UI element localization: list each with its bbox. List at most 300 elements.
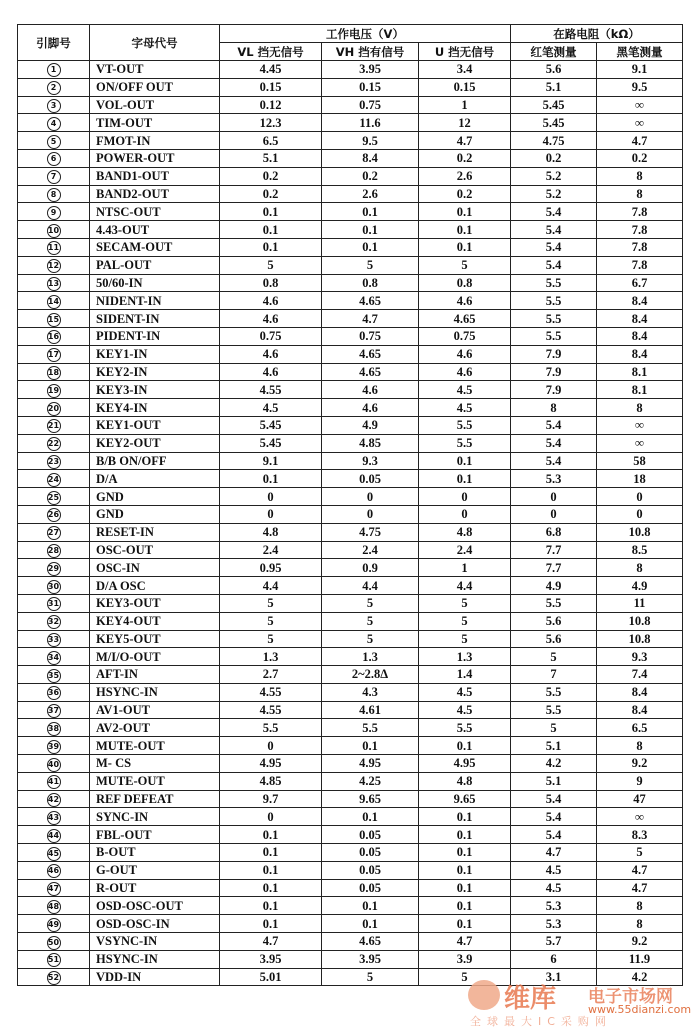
vh-voltage: 0.1 [322,203,419,221]
table-row [18,274,683,292]
red-resistance: 5.4 [511,826,597,844]
pin-number [18,381,90,399]
pin-number [18,950,90,968]
red-resistance: 5.5 [511,594,597,612]
u-voltage: 0.1 [419,826,511,844]
vh-voltage: 1.3 [322,648,419,666]
header-symbol: 字母代号 [90,25,220,61]
vh-voltage: 4.6 [322,381,419,399]
vl-voltage: 5.45 [220,434,322,452]
black-resistance: 8.3 [597,826,683,844]
pin-number [18,416,90,434]
black-resistance: 8.1 [597,363,683,381]
pin-number-circle: 30 [47,580,61,594]
u-voltage: 5.5 [419,434,511,452]
u-voltage: 5 [419,968,511,986]
vl-voltage: 0.1 [220,826,322,844]
u-voltage: 1.3 [419,648,511,666]
pin-symbol: 4.43-OUT [90,221,220,239]
pin-number [18,345,90,363]
header-resistance-group: 在路电阻（kΩ） [511,25,683,43]
table-row [18,149,683,167]
pin-symbol: ON/OFF OUT [90,78,220,96]
u-voltage: 4.7 [419,933,511,951]
vl-voltage: 4.55 [220,683,322,701]
red-resistance: 7.9 [511,345,597,363]
vl-voltage: 4.95 [220,755,322,773]
vl-voltage: 0.1 [220,915,322,933]
vh-voltage: 4.95 [322,755,419,773]
table-row [18,612,683,630]
pin-number-circle: 49 [47,918,61,932]
pin-number-circle: 35 [47,669,61,683]
red-resistance: 5.5 [511,683,597,701]
pin-number [18,844,90,862]
vh-voltage: 4.6 [322,399,419,417]
pin-number [18,683,90,701]
pin-symbol: M- CS [90,755,220,773]
pin-number-circle: 6 [47,152,61,166]
table-row [18,381,683,399]
vl-voltage: 5.01 [220,968,322,986]
table-row [18,541,683,559]
u-voltage: 0.1 [419,808,511,826]
red-resistance: 5.1 [511,78,597,96]
pin-symbol: SYNC-IN [90,808,220,826]
u-voltage: 0.8 [419,274,511,292]
table-row [18,488,683,506]
u-voltage: 0.1 [419,861,511,879]
u-voltage: 0.1 [419,470,511,488]
vl-voltage: 0.1 [220,879,322,897]
red-resistance: 5 [511,648,597,666]
pin-symbol: OSD-OSC-IN [90,915,220,933]
black-resistance: 10.8 [597,523,683,541]
u-voltage: 1 [419,96,511,114]
u-voltage: 0.1 [419,844,511,862]
u-voltage: 12 [419,114,511,132]
pin-number [18,256,90,274]
pin-number-circle: 42 [47,793,61,807]
table-row [18,772,683,790]
pin-symbol: KEY2-OUT [90,434,220,452]
table-body [18,61,683,986]
pin-number [18,666,90,684]
table-row [18,256,683,274]
pin-number [18,861,90,879]
black-resistance: 8.4 [597,345,683,363]
vl-voltage: 0 [220,737,322,755]
red-resistance: 7.7 [511,559,597,577]
table-row [18,666,683,684]
vh-voltage: 0.05 [322,826,419,844]
vl-voltage: 0.75 [220,327,322,345]
table-row [18,132,683,150]
pin-number-circle: 2 [47,81,61,95]
vh-voltage: 3.95 [322,950,419,968]
vl-voltage: 5 [220,594,322,612]
pin-symbol: REF DEFEAT [90,790,220,808]
black-resistance: 8 [597,897,683,915]
vh-voltage: 11.6 [322,114,419,132]
pin-symbol: OSD-OSC-OUT [90,897,220,915]
vl-voltage: 5 [220,630,322,648]
u-voltage: 0.1 [419,452,511,470]
u-voltage: 0.1 [419,915,511,933]
header-pin: 引脚号 [18,25,90,61]
pin-number [18,61,90,79]
red-resistance: 4.5 [511,861,597,879]
pin-number [18,185,90,203]
black-resistance: 4.7 [597,861,683,879]
vh-voltage: 4.65 [322,292,419,310]
vh-voltage: 4.65 [322,345,419,363]
pin-number-circle: 13 [47,277,61,291]
pin-symbol: PIDENT-IN [90,327,220,345]
red-resistance: 5.2 [511,185,597,203]
red-resistance: 7.7 [511,541,597,559]
pin-symbol: R-OUT [90,879,220,897]
table-row [18,790,683,808]
pin-symbol: B/B ON/OFF [90,452,220,470]
vl-voltage: 4.6 [220,363,322,381]
red-resistance: 4.5 [511,879,597,897]
red-resistance: 3.1 [511,968,597,986]
red-resistance: 5.4 [511,790,597,808]
u-voltage: 0.2 [419,185,511,203]
black-resistance: 8.4 [597,310,683,328]
pin-number [18,612,90,630]
black-resistance: 9.1 [597,61,683,79]
red-resistance: 5.6 [511,630,597,648]
pin-symbol: BAND1-OUT [90,167,220,185]
table-row [18,167,683,185]
vl-voltage: 0.15 [220,78,322,96]
table-row [18,594,683,612]
black-resistance: ∞ [597,114,683,132]
vh-voltage: 9.3 [322,452,419,470]
black-resistance: 6.7 [597,274,683,292]
vh-voltage: 0.1 [322,737,419,755]
black-resistance: 9.5 [597,78,683,96]
black-resistance: 8.4 [597,292,683,310]
red-resistance: 5.4 [511,256,597,274]
table-row [18,559,683,577]
pin-number-circle: 8 [47,188,61,202]
table-row [18,808,683,826]
pin-symbol: MUTE-OUT [90,772,220,790]
black-resistance: 8.5 [597,541,683,559]
u-voltage: 4.4 [419,577,511,595]
black-resistance: 8.4 [597,701,683,719]
pin-number-circle: 41 [47,775,61,789]
pin-symbol: RESET-IN [90,523,220,541]
black-resistance: 9.2 [597,933,683,951]
u-voltage: 4.65 [419,310,511,328]
vh-voltage: 4.75 [322,523,419,541]
vh-voltage: 2.6 [322,185,419,203]
pin-number-circle: 33 [47,633,61,647]
u-voltage: 5.5 [419,416,511,434]
vl-voltage: 4.45 [220,61,322,79]
pin-number-circle: 10 [47,224,61,238]
pin-symbol: NIDENT-IN [90,292,220,310]
watermark-site: 电子市场网 [588,987,673,1007]
table-row [18,915,683,933]
vl-voltage: 5.5 [220,719,322,737]
vh-voltage: 0.1 [322,897,419,915]
u-voltage: 5 [419,594,511,612]
vl-voltage: 0.2 [220,185,322,203]
table-row [18,416,683,434]
table-row [18,452,683,470]
red-resistance: 5.4 [511,416,597,434]
black-resistance: 8 [597,737,683,755]
pin-symbol: VSYNC-IN [90,933,220,951]
vh-voltage: 4.9 [322,416,419,434]
black-resistance: 8 [597,185,683,203]
red-resistance: 5.3 [511,915,597,933]
pin-number [18,310,90,328]
red-resistance: 5.5 [511,327,597,345]
u-voltage: 4.6 [419,292,511,310]
vh-voltage: 5 [322,612,419,630]
pin-number-circle: 24 [47,473,61,487]
pin-symbol: VDD-IN [90,968,220,986]
vl-voltage: 0.1 [220,897,322,915]
vl-voltage: 4.4 [220,577,322,595]
u-voltage: 3.4 [419,61,511,79]
u-voltage: 4.5 [419,399,511,417]
vl-voltage: 12.3 [220,114,322,132]
u-voltage: 0.1 [419,879,511,897]
table-row [18,719,683,737]
pin-symbol: GND [90,488,220,506]
black-resistance: ∞ [597,434,683,452]
table-row [18,292,683,310]
table-row [18,933,683,951]
vl-voltage: 4.55 [220,701,322,719]
red-resistance: 4.75 [511,132,597,150]
pin-number-circle: 25 [47,491,61,505]
u-voltage: 5 [419,630,511,648]
watermark-url: www.55dianzi.com [588,1003,692,1016]
pin-number [18,274,90,292]
pin-symbol: KEY5-OUT [90,630,220,648]
pin-number [18,897,90,915]
u-voltage: 0.75 [419,327,511,345]
red-resistance: 5.1 [511,772,597,790]
black-resistance: 58 [597,452,683,470]
pin-number [18,648,90,666]
black-resistance: 7.8 [597,221,683,239]
pin-number-circle: 9 [47,206,61,220]
pin-number [18,879,90,897]
black-resistance: 6.5 [597,719,683,737]
pin-number-circle: 23 [47,455,61,469]
pin-number [18,203,90,221]
vl-voltage: 0 [220,505,322,523]
pin-number [18,221,90,239]
pin-symbol: KEY1-OUT [90,416,220,434]
red-resistance: 5.4 [511,808,597,826]
red-resistance: 5.1 [511,737,597,755]
table-row [18,648,683,666]
pin-number [18,541,90,559]
vl-voltage: 0.1 [220,470,322,488]
pin-number-circle: 45 [47,847,61,861]
pin-symbol: AV2-OUT [90,719,220,737]
watermark-logo-icon [468,980,500,1010]
pin-number-circle: 40 [47,758,61,772]
pin-number-circle: 11 [47,241,61,255]
table-row [18,861,683,879]
pin-symbol: B-OUT [90,844,220,862]
pin-number-circle: 34 [47,651,61,665]
vh-voltage: 2~2.8Δ [322,666,419,684]
pin-number-circle: 5 [47,135,61,149]
black-resistance: 0.2 [597,149,683,167]
u-voltage: 4.7 [419,132,511,150]
pin-number-circle: 18 [47,366,61,380]
table-row [18,61,683,79]
vh-voltage: 0 [322,488,419,506]
vl-voltage: 0.12 [220,96,322,114]
table-row [18,78,683,96]
vl-voltage: 4.8 [220,523,322,541]
u-voltage: 2.6 [419,167,511,185]
black-resistance: 0 [597,505,683,523]
black-resistance: 7.8 [597,203,683,221]
u-voltage: 0.1 [419,238,511,256]
table-row [18,630,683,648]
vh-voltage: 0.05 [322,879,419,897]
pin-number-circle: 17 [47,348,61,362]
black-resistance: 8 [597,559,683,577]
black-resistance: 5 [597,844,683,862]
red-resistance: 0 [511,488,597,506]
red-resistance: 5.7 [511,933,597,951]
red-resistance: 4.9 [511,577,597,595]
red-resistance: 7.9 [511,363,597,381]
vh-voltage: 5.5 [322,719,419,737]
pin-number-circle: 47 [47,882,61,896]
pin-number-circle: 26 [47,508,61,522]
u-voltage: 1.4 [419,666,511,684]
vh-voltage: 4.7 [322,310,419,328]
vl-voltage: 0.1 [220,861,322,879]
pin-number-circle: 32 [47,615,61,629]
header-black: 黑笔测量 [597,43,683,61]
red-resistance: 5.5 [511,292,597,310]
pin-number [18,826,90,844]
pin-number [18,933,90,951]
pin-number [18,915,90,933]
black-resistance: 9 [597,772,683,790]
pin-number [18,434,90,452]
pin-number [18,96,90,114]
vl-voltage: 9.1 [220,452,322,470]
pin-number [18,968,90,986]
pin-symbol: GND [90,505,220,523]
vl-voltage: 2.4 [220,541,322,559]
vl-voltage: 0.1 [220,844,322,862]
vh-voltage: 4.65 [322,363,419,381]
vh-voltage: 0.1 [322,238,419,256]
pin-number-circle: 16 [47,330,61,344]
vh-voltage: 5 [322,968,419,986]
black-resistance: ∞ [597,808,683,826]
u-voltage: 2.4 [419,541,511,559]
black-resistance: 9.3 [597,648,683,666]
vh-voltage: 2.4 [322,541,419,559]
vh-voltage: 0.05 [322,844,419,862]
pin-symbol: BAND2-OUT [90,185,220,203]
pin-number [18,167,90,185]
black-resistance: 11 [597,594,683,612]
u-voltage: 0 [419,505,511,523]
pin-number [18,559,90,577]
table-row [18,399,683,417]
black-resistance: ∞ [597,416,683,434]
pin-symbol: 50/60-IN [90,274,220,292]
vl-voltage: 0.1 [220,203,322,221]
pin-number-circle: 39 [47,740,61,754]
pin-symbol: SECAM-OUT [90,238,220,256]
pin-number-circle: 12 [47,259,61,273]
header-vl: VL 挡无信号 [220,43,322,61]
table-row [18,755,683,773]
black-resistance: 7.8 [597,256,683,274]
pin-symbol: KEY2-IN [90,363,220,381]
vh-voltage: 4.61 [322,701,419,719]
table-row [18,523,683,541]
vl-voltage: 3.95 [220,950,322,968]
pin-number [18,594,90,612]
table-row [18,897,683,915]
vh-voltage: 0.9 [322,559,419,577]
pin-number [18,238,90,256]
vh-voltage: 0.8 [322,274,419,292]
table-row [18,310,683,328]
red-resistance: 5.4 [511,221,597,239]
vh-voltage: 0.1 [322,808,419,826]
watermark [466,978,698,1030]
vh-voltage: 4.4 [322,577,419,595]
header-vh: VH 挡有信号 [322,43,419,61]
vl-voltage: 4.5 [220,399,322,417]
table-row [18,96,683,114]
pin-number [18,630,90,648]
vl-voltage: 9.7 [220,790,322,808]
u-voltage: 1 [419,559,511,577]
vh-voltage: 3.95 [322,61,419,79]
pin-symbol: FBL-OUT [90,826,220,844]
pin-number-circle: 44 [47,829,61,843]
table-row [18,577,683,595]
pin-number [18,132,90,150]
pin-number-circle: 31 [47,597,61,611]
pin-number [18,470,90,488]
u-voltage: 4.8 [419,772,511,790]
pin-number-circle: 36 [47,686,61,700]
table-row [18,737,683,755]
header-voltage-group: 工作电压（V） [220,25,511,43]
pin-symbol: G-OUT [90,861,220,879]
red-resistance: 7 [511,666,597,684]
black-resistance: 8 [597,167,683,185]
red-resistance: 5.3 [511,470,597,488]
